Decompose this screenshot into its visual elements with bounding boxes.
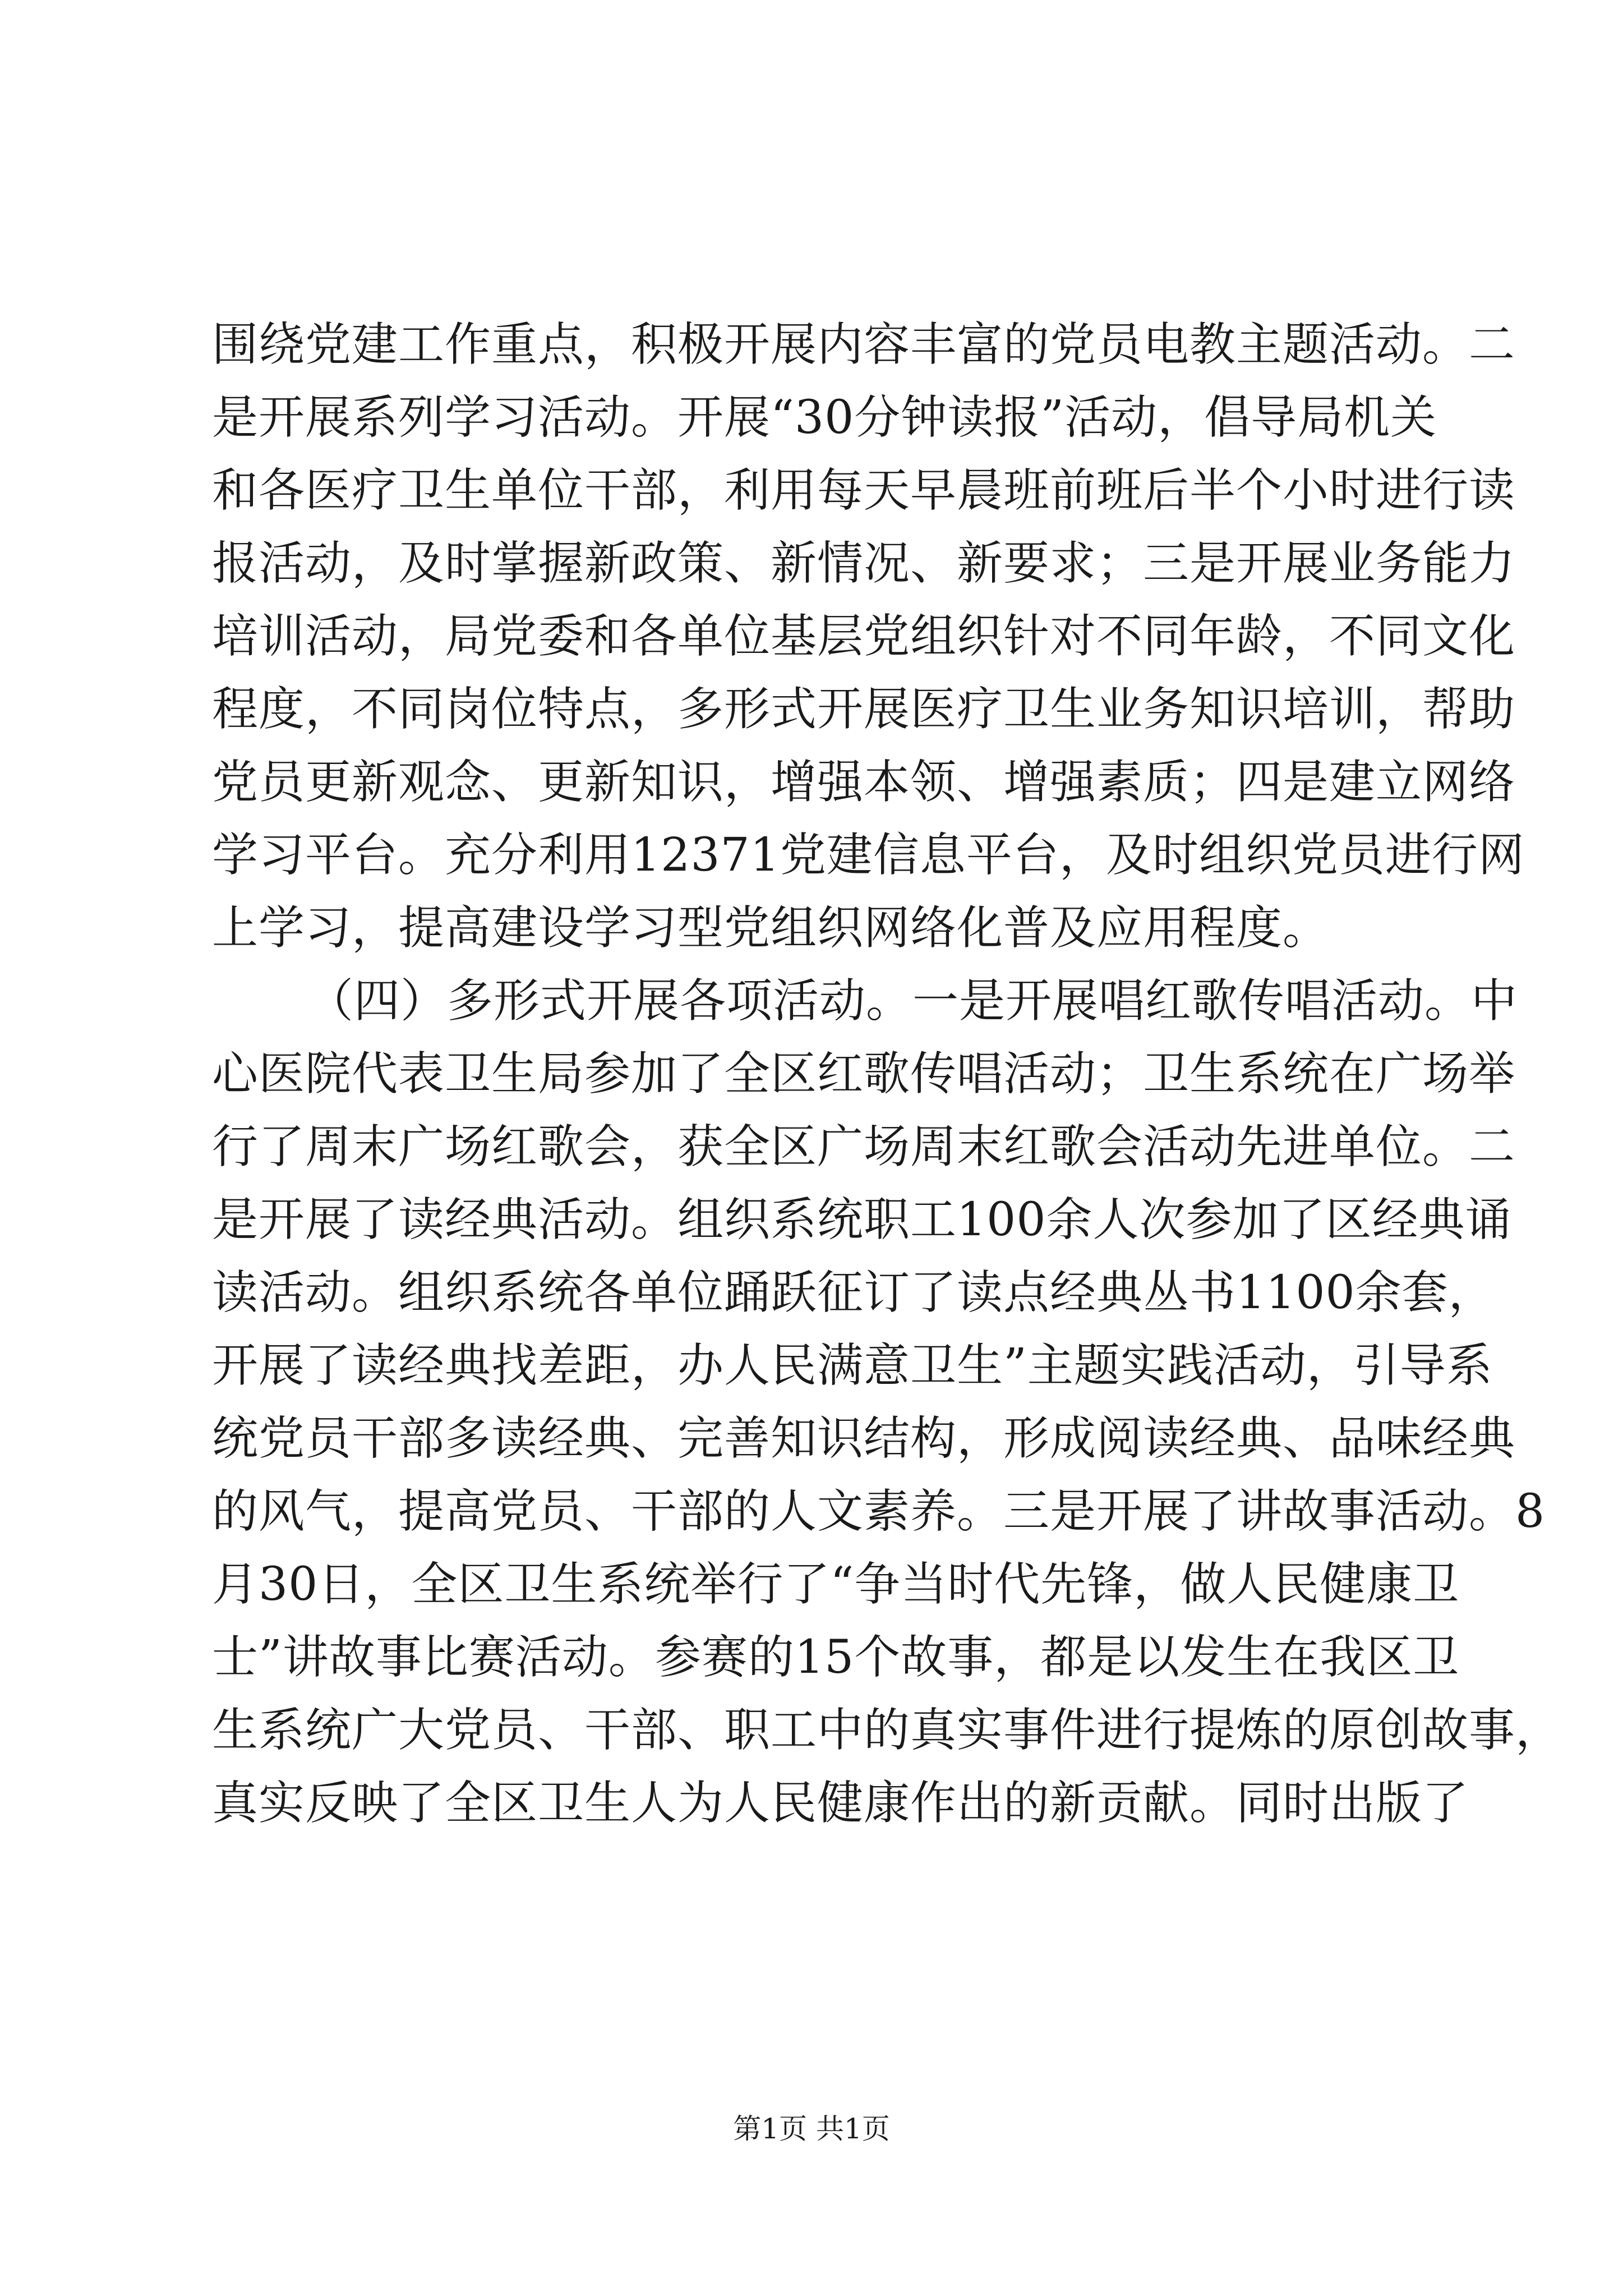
text-line: 读活动。组织系统各单位踊跃征订了读点经典丛书1100余套， [212,1266,1495,1319]
text-line: 和各医疗卫生单位干部，利用每天早晨班前班后半个小时进行读 [212,464,1516,517]
page-footer [0,2106,1623,2147]
page-number-label: 第1页 共1页 [733,2113,890,2145]
text-line: 学习平台。充分利用12371党建信息平台，及时组织党员进行网 [212,829,1525,882]
text-line: 统党员干部多读经典、完善知识结构，形成阅读经典、品味经典 [212,1412,1516,1465]
text-line: 月30日，全区卫生系统举行了“争当时代先锋，做人民健康卫 [212,1558,1460,1611]
text-line: 行了周末广场红歌会，获全区广场周末红歌会活动先进单位。二 [212,1120,1516,1174]
text-line: 党员更新观念、更新知识，增强本领、增强素质；四是建立网络 [212,756,1516,809]
paragraph-heading-line: （四）多形式开展各项活动。一是开展唱红歌传唱活动。中 [307,974,1518,1028]
body-text [212,309,1562,1840]
text-line: 心医院代表卫生局参加了全区红歌传唱活动；卫生系统在广场举 [212,1047,1516,1101]
text-line: 培训活动，局党委和各单位基层党组织针对不同年龄，不同文化 [212,610,1516,663]
text-line: 生系统广大党员、干部、职工中的真实事件进行提炼的原创故事， [212,1704,1562,1757]
text-line: 是开展了读经典活动。组织系统职工100余人次参加了区经典诵 [212,1193,1512,1246]
text-line: 围绕党建工作重点，积极开展内容丰富的党员电教主题活动。二 [212,318,1516,371]
text-line: 真实反映了全区卫生人为人民健康作出的新贡献。同时出版了 [212,1777,1469,1830]
text-line: 士”讲故事比赛活动。参赛的15个故事，都是以发生在我区卫 [212,1631,1460,1684]
text-line: 上学习，提高建设学习型党组织网络化普及应用程度。 [212,901,1330,955]
text-line: 程度，不同岗位特点，多形式开展医疗卫生业务知识培训，帮助 [212,683,1516,736]
text-line: 的风气，提高党员、干部的人文素养。三是开展了讲故事活动。8 [212,1485,1546,1538]
text-line: 开展了读经典找差距，办人民满意卫生”主题实践活动，引导系 [212,1339,1493,1392]
text-line: 报活动，及时掌握新政策、新情况、新要求；三是开展业务能力 [212,537,1516,590]
text-line: 是开展系列学习活动。开展“30分钟读报”活动，倡导局机关 [212,391,1437,444]
